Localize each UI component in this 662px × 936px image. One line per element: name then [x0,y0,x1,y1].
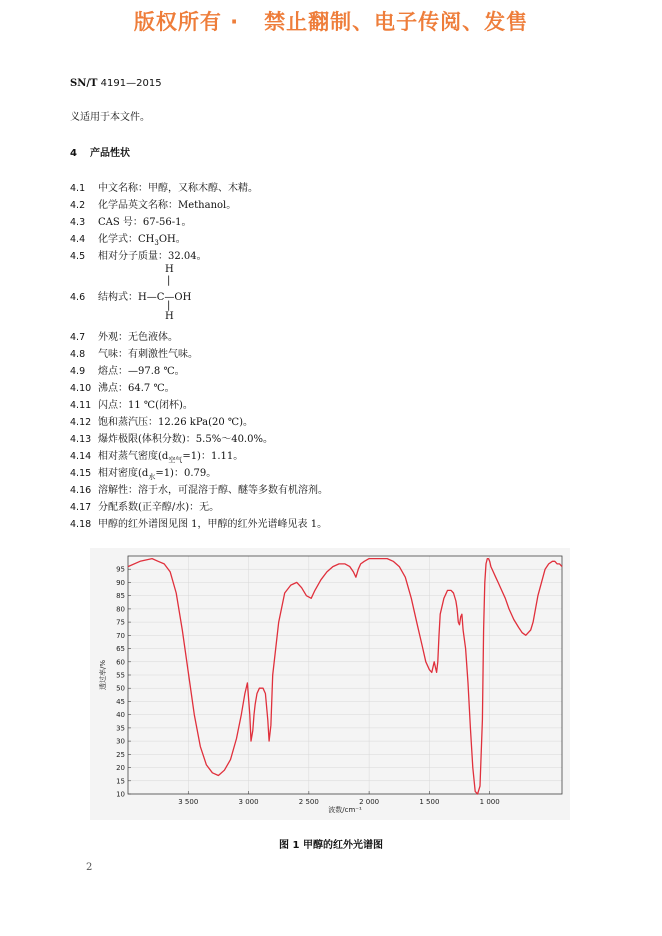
structure-bottom-h: H [165,311,174,322]
y-axis-label: 透过率/% [99,659,107,691]
item-text: 饱和蒸汽压：12.26 kPa(20 ℃)。 [98,417,253,428]
structural-formula: H—C—OH [138,292,192,303]
item-text-end: OH。 [158,234,186,245]
y-tick-label: 15 [116,777,125,786]
item-number: 4.18 [70,519,92,530]
property-item [70,247,207,262]
y-tick-label: 10 [116,790,125,799]
formula-subscript: 3 [154,239,159,247]
property-item [70,288,191,303]
property-item [70,396,193,411]
ir-spectrum-svg [90,548,570,820]
item-text: 化学式：CH [98,234,155,245]
y-tick-label: 50 [116,684,125,693]
property-item [70,230,186,247]
item-text: 溶解性：溶于水，可混溶于醇、醚等多数有机溶剂。 [98,485,328,496]
property-item [70,464,216,482]
y-tick-label: 90 [116,578,125,587]
x-tick-label: 3 000 [238,798,259,806]
property-item [70,196,236,211]
y-tick-label: 45 [116,697,125,706]
y-tick-label: 30 [116,737,125,746]
item-number: 4.10 [70,383,92,394]
x-tick-label: 2 000 [359,798,380,806]
item-text: 相对密度(d [98,468,149,479]
item-text: 化学品英文名称：Methanol。 [98,200,237,211]
y-tick-label: 95 [116,565,125,574]
item-number: 4.3 [70,217,86,228]
y-tick-label: 75 [116,618,125,627]
item-text: 气味：有刺激性气味。 [98,349,198,360]
structure-top-h: H [165,264,174,275]
section-title: 产品性状 [90,148,130,159]
figure-title: 甲醇的红外光谱图 [302,840,383,851]
property-item [70,379,175,394]
y-tick-label: 60 [116,658,125,667]
item-number: 4.12 [70,417,92,428]
x-tick-label: 1 000 [479,798,500,806]
item-number: 4.14 [70,451,92,462]
item-number: 4.8 [70,349,86,360]
item-number: 4.13 [70,434,92,445]
density-subscript: 空气 [168,456,183,464]
item-number: 4.2 [70,200,86,211]
y-tick-label: 70 [116,631,125,640]
standard-code-prefix: SN/T [70,78,98,89]
item-number: 4.1 [70,183,86,194]
item-text: 闪点：11 ℃(闭杯)。 [98,400,193,411]
property-item [70,328,178,343]
y-tick-label: 55 [116,671,125,680]
standard-code-number: 4191—2015 [100,78,162,89]
property-item [70,362,185,377]
section-number: 4 [70,148,77,159]
density-subscript: 水 [148,473,156,481]
item-text: 相对蒸气密度(d [98,451,169,462]
x-tick-label: 1 500 [419,798,440,806]
property-item [70,213,191,228]
item-text: 中文名称：甲醇，又称木醇、木精。 [98,183,258,194]
item-text: 结构式： [98,292,138,303]
property-item [70,345,198,360]
item-text: 分配系数(正辛醇/水)：无。 [98,502,220,513]
y-tick-label: 20 [116,764,125,773]
page-number: 2 [86,862,93,873]
item-number: 4.11 [70,400,92,411]
figure-label: 图 1 [279,840,300,851]
item-text: 熔点：—97.8 ℃。 [98,366,185,377]
item-number: 4.9 [70,366,86,377]
ir-spectrum-chart [90,548,570,824]
item-text: 甲醇的红外谱图见图 1，甲醇的红外光谱峰见表 1。 [98,519,328,530]
figure-caption [0,836,662,851]
item-number: 4.7 [70,332,86,343]
structure-bond-bottom: | [167,300,171,311]
item-text: 沸点：64.7 ℃。 [98,383,175,394]
item-number: 4.17 [70,502,92,513]
y-tick-label: 40 [116,711,125,720]
x-tick-label: 3 500 [178,798,199,806]
item-number: 4.16 [70,485,92,496]
item-number: 4.6 [70,292,86,303]
x-axis-label: 波数/cm⁻¹ [328,806,362,814]
intro-paragraph: 义适用于本文件。 [70,112,150,123]
y-tick-label: 80 [116,605,125,614]
property-item [70,447,243,465]
item-text: 外观：无色液体。 [98,332,178,343]
item-number: 4.4 [70,234,86,245]
x-tick-label: 2 500 [298,798,319,806]
item-number: 4.15 [70,468,92,479]
property-item [70,481,328,496]
item-text: CAS 号：67-56-1。 [98,217,192,228]
y-tick-label: 65 [116,645,125,654]
item-text-end: =1)：1.11。 [182,451,244,462]
y-tick-label: 85 [116,592,125,601]
property-item [70,515,327,530]
property-item [70,179,258,194]
item-text: 相对分子质量：32.04。 [98,251,207,262]
property-item [70,498,219,513]
standard-code [70,78,162,89]
property-item [70,430,273,445]
y-tick-label: 35 [116,724,125,733]
structure-bond-top: | [167,275,171,286]
watermark: 版权所有 · 禁止翻制、电子传阅、发售 [133,10,529,34]
item-text-end: =1)：0.79。 [155,468,217,479]
property-item [70,413,253,428]
y-tick-label: 25 [116,750,125,759]
section-heading [70,144,130,159]
item-text: 爆炸极限(体积分数)：5.5%～40.0%。 [98,434,273,445]
chart-background [90,548,570,820]
item-number: 4.5 [70,251,86,262]
